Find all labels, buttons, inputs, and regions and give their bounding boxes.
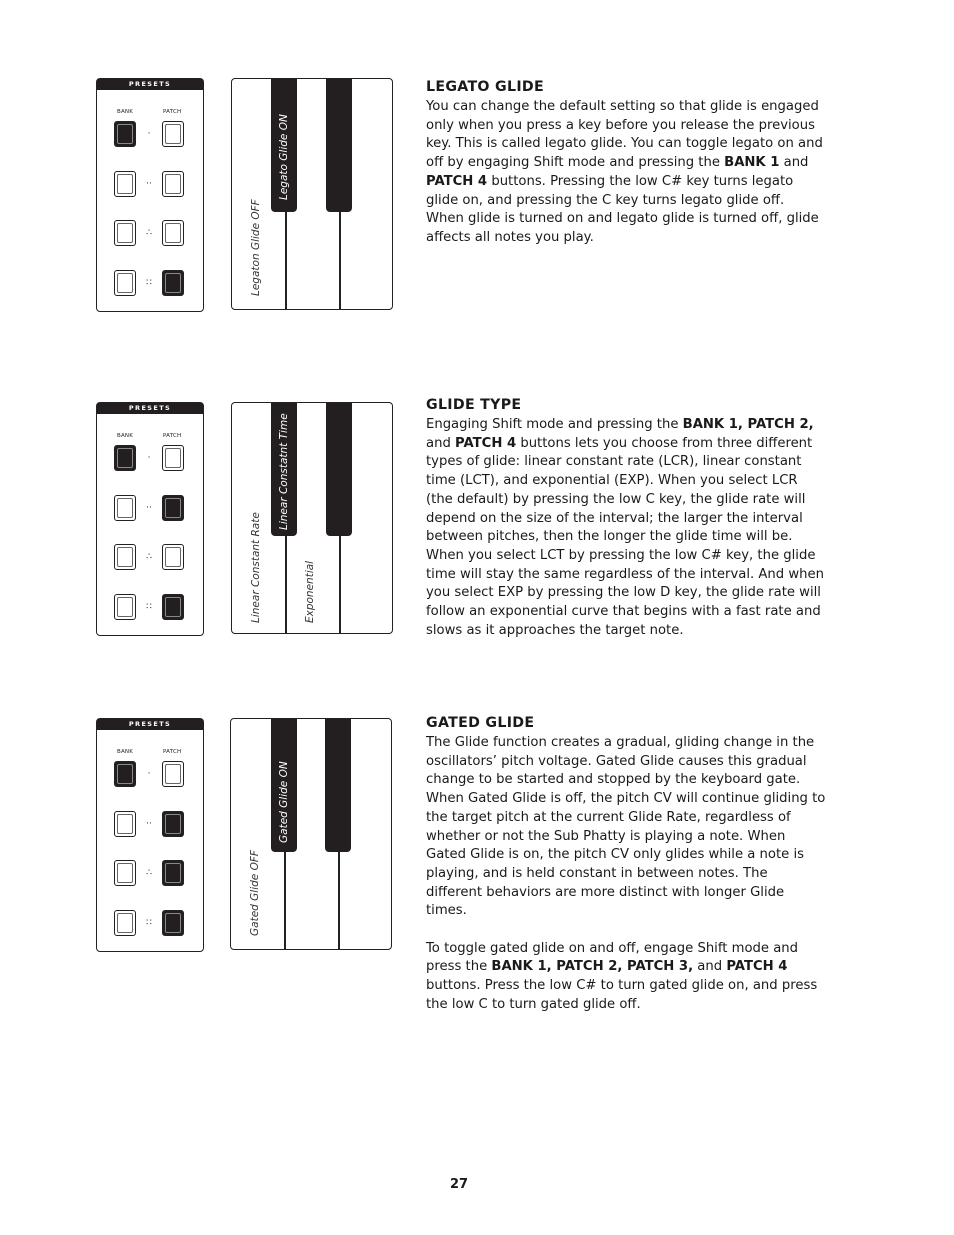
key-label-c: Gated Glide OFF [249,850,261,936]
bank-3-button[interactable] [114,860,136,886]
key-label-c-sharp: Legato Glide ON [278,114,290,200]
patch-1-button[interactable] [162,761,184,787]
row-2-dots-icon: ·· [146,503,152,513]
patch-2-button[interactable] [162,495,184,521]
bank-2-button[interactable] [114,495,136,521]
key-label-c: Legaton Glide OFF [250,199,262,296]
black-key-d-sharp[interactable] [326,78,352,212]
presets-header: PRESETS [97,719,203,730]
bank-3-button[interactable] [114,220,136,246]
bank-1-button[interactable] [114,121,136,147]
key-label-d: Exponential [304,560,316,623]
patch-3-button[interactable] [162,220,184,246]
legato-glide-text [426,79,826,248]
keyboard-diagram [230,718,392,950]
page-number: 27 [449,1177,469,1192]
patch-3-button[interactable] [162,860,184,886]
patch-column-label: PATCH [163,749,182,755]
presets-panel [96,78,204,312]
glide-type-text [426,397,826,640]
key-label-c-sharp: Linear Constatnt Time [278,413,290,530]
bank-1-button[interactable] [114,445,136,471]
row-2-dots-icon: ·· [146,179,152,189]
key-label-c: Linear Constant Rate [250,512,262,623]
row-3-dots-icon: ∴ [146,552,152,562]
presets-header: PRESETS [97,403,203,414]
black-key-d-sharp[interactable] [325,718,351,852]
section-heading: GLIDE TYPE [426,397,522,413]
patch-1-button[interactable] [162,445,184,471]
patch-column-label: PATCH [163,109,182,115]
row-3-dots-icon: ∴ [146,868,152,878]
bank-2-button[interactable] [114,811,136,837]
bank-4-button[interactable] [114,910,136,936]
patch-4-button[interactable] [162,910,184,936]
bank-2-button[interactable] [114,171,136,197]
keyboard-diagram [231,78,393,310]
row-3-dots-icon: ∴ [146,228,152,238]
section-paragraph-1: The Glide function creates a gradual, gliding change in the oscillators’ pitch voltage. Gated Glide causes this gradual change to be started and stopped by the keyboard gate. When Gated Glide is off, the pitch CV will continue gliding to the target pitch at the current Glide Rate, regardless of whether or not the Sub Phatty is playing a note. When Gated Glide is on, the pitch CV only glides while a note is playing, and is held constant in between notes. The different behaviors are more distinct with longer Glide times. [426,735,826,919]
presets-header: PRESETS [97,79,203,90]
bank-4-button[interactable] [114,270,136,296]
gated-glide-text [426,715,826,1015]
row-4-dots-icon: ∷ [146,278,152,288]
keyboard-diagram [231,402,393,634]
patch-3-button[interactable] [162,544,184,570]
section-heading: LEGATO GLIDE [426,79,544,95]
presets-panel [96,718,204,952]
bank-column-label: BANK [117,749,134,755]
row-4-dots-icon: ∷ [146,918,152,928]
section-paragraph: Engaging Shift mode and pressing the BANK 1, PATCH 2, and PATCH 4 buttons lets you choose from three different types of glide: linear constant rate (LCR), linear constant time (LCT), and exponential (EXP). When you select LCR (the default) by pressing the low C key, the glide rate will depend on the size of the interval; the larger the interval between pitches, then the longer the glide time will be. When you select LCT by pressing the low C# key, the glide time will stay the same regardless of the interval. And when you select EXP by pressing the low D key, the glide rate will follow an exponential curve that begins with a fast rate and slows as it approaches the target note. [426,417,824,638]
bank-3-button[interactable] [114,544,136,570]
patch-2-button[interactable] [162,171,184,197]
bank-4-button[interactable] [114,594,136,620]
row-1-dots-icon: · [147,453,151,463]
patch-4-button[interactable] [162,270,184,296]
patch-2-button[interactable] [162,811,184,837]
row-1-dots-icon: · [147,769,151,779]
bank-1-button[interactable] [114,761,136,787]
section-paragraph-2: To toggle gated glide on and off, engage Shift mode and press the BANK 1, PATCH 2, PATCH 3, and PATCH 4 buttons. Press the low C# to turn gated glide on, and press the low C to turn gated glide off. [426,940,818,1012]
patch-1-button[interactable] [162,121,184,147]
row-2-dots-icon: ·· [146,819,152,829]
row-4-dots-icon: ∷ [146,602,152,612]
black-key-d-sharp[interactable] [326,402,352,536]
section-paragraph: You can change the default setting so that glide is engaged only when you press a key before you release the previous key. This is called legato glide. You can toggle legato on and off by engaging Shift mode and pressing the BANK 1 and PATCH 4 buttons. Pressing the low C# key turns legato glide on, and pressing the C key turns legato glide off. When glide is turned on and legato glide is turned off, glide affects all notes you play. [426,99,823,245]
patch-4-button[interactable] [162,594,184,620]
presets-panel [96,402,204,636]
key-label-c-sharp: Gated Glide ON [278,761,290,843]
row-1-dots-icon: · [147,129,151,139]
bank-column-label: BANK [117,109,134,115]
section-heading: GATED GLIDE [426,715,535,731]
patch-column-label: PATCH [163,433,182,439]
bank-column-label: BANK [117,433,134,439]
